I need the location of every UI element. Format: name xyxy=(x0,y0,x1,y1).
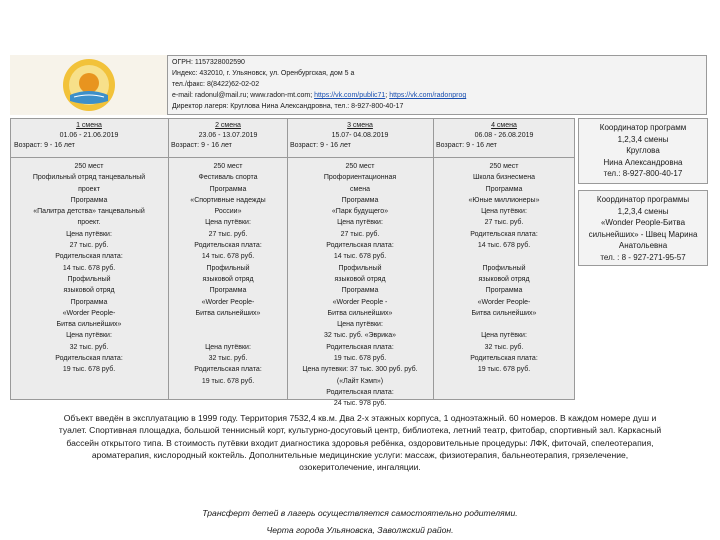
program-line: Родительская плата: xyxy=(194,366,262,374)
coordinator-line: Координатор программ xyxy=(599,123,687,132)
coordinator-line: сильнейших» - Швец Марина xyxy=(588,229,698,239)
program-line: 14 тыс. 678 руб. xyxy=(62,264,116,272)
program-line: 14 тыс. 678 руб. xyxy=(333,253,387,261)
program-line: Битва сильнейших» xyxy=(471,309,537,317)
shift-header-3 xyxy=(290,121,430,151)
description-line: озокеритолечение, ингаляции. xyxy=(299,462,421,473)
program-line: 19 тыс. 678 руб. xyxy=(201,377,255,385)
program-line: 250 мест xyxy=(213,163,243,170)
program-line: 14 тыс. 678 руб. xyxy=(477,242,531,250)
program-line: «Спортивные надежды xyxy=(190,196,266,204)
description-line: ароматерапия, кислородный коктейль. Дополнительные медицинские услуги: массаж, физиотерапия, бальнеотерапия, грязелечение, xyxy=(91,449,629,460)
program-line: Родительская плата: xyxy=(470,355,538,363)
program-line: Программа xyxy=(485,185,523,193)
shift-header-1 xyxy=(14,121,164,151)
program-line: языковой отряд xyxy=(334,275,386,283)
program-line: Битва сильнейших» xyxy=(327,309,393,317)
coordinator-line: Нина Александровна xyxy=(603,157,683,167)
shift-header-4 xyxy=(436,121,572,151)
program-line: «Worder People- xyxy=(201,298,255,306)
camp-logo xyxy=(10,55,168,115)
phone-line: тел./факс: 8(8422)62-02-02 xyxy=(172,81,260,88)
shift-dates: 23.06 - 13.07.2019 xyxy=(198,132,258,139)
program-cell-1 xyxy=(14,161,164,376)
coordinator-line: 1,2,3,4 смены xyxy=(617,206,669,216)
shift-name: 2 смена xyxy=(215,122,241,129)
coordinator-line: Круглова xyxy=(626,146,660,155)
program-line: Профориентационная xyxy=(323,174,397,182)
program-line: Фестиваль спорта xyxy=(198,174,258,182)
program-line: Родительская плата: xyxy=(470,230,538,238)
program-line: Битва сильнейших» xyxy=(56,321,122,329)
program-line: языковой отряд xyxy=(478,275,530,283)
program-line: 27 тыс. руб. xyxy=(484,219,524,227)
description-line: Объект введён в эксплуатацию в 1999 году. Территория 7532,4 кв.м. Два 2-х этажных корпуса, 1 одноэтажный. 60 номеров. В каждом номере душ и xyxy=(63,413,657,423)
program-line: 32 тыс. руб. xyxy=(69,343,109,351)
program-line: «Парк будущего» xyxy=(331,208,389,216)
program-line: Родительская плата: xyxy=(326,343,394,351)
program-line: («Лайт Кэмп») xyxy=(336,377,384,385)
program-line xyxy=(171,319,285,330)
program-line: 19 тыс. 678 руб. xyxy=(477,366,531,374)
shift-age: Возраст: 9 - 16 лет xyxy=(436,142,497,149)
program-line: Цена путёвки: xyxy=(337,321,383,329)
facility-description xyxy=(10,412,710,473)
program-line: Цена путёвки: xyxy=(66,332,112,340)
program-line: Программа xyxy=(70,298,108,306)
description-line: бассейн открытого типа. В стоимость путёвки входит диагностика здоровья ребёнка, оздоровительные процедуры: ЛФК, фиточай, спелеотерапия, xyxy=(66,437,654,448)
program-line: Профильный xyxy=(206,264,250,272)
program-line: смена xyxy=(350,185,370,193)
program-line: Программа xyxy=(209,287,247,295)
sun-logo-icon xyxy=(58,57,120,113)
program-line: Цена путёвки: xyxy=(205,343,251,351)
program-cell-2 xyxy=(171,161,285,387)
program-line: Программа xyxy=(341,196,379,204)
coordinator-line: тел.: 8-927-800-40-17 xyxy=(603,169,683,178)
program-line: «Worder People- xyxy=(62,309,116,317)
program-line: 32 тыс. руб. xyxy=(484,343,524,351)
coordinator-line: 1,2,3,4 смены xyxy=(617,134,669,144)
vk-link-2[interactable]: https://vk.com/radonprog xyxy=(389,92,467,99)
transfer-note: Трансферт детей в лагерь осуществляется самостоятельно родителями. xyxy=(202,508,518,518)
coordinator-box-1 xyxy=(578,118,708,184)
program-line: проект xyxy=(78,185,100,193)
shift-age: Возраст: 9 - 16 лет xyxy=(14,142,75,149)
coordinator-line: тел. : 8 - 927-271-95-57 xyxy=(600,252,686,262)
program-line: Цена путёвки: xyxy=(66,230,112,238)
program-line: Профильный xyxy=(338,264,382,272)
program-line: проект. xyxy=(77,219,101,227)
shift-dates: 15.07- 04.08.2019 xyxy=(331,132,389,139)
program-line: Профильный отряд танцевальный xyxy=(32,174,146,182)
program-line: Цена путёвки: xyxy=(481,208,527,216)
shift-age: Возраст: 9 - 16 лет xyxy=(290,142,351,149)
program-line: Школа бизнесмена xyxy=(472,174,536,182)
program-line: Цена путёвки: xyxy=(337,219,383,227)
program-line: 27 тыс. руб. xyxy=(340,230,380,238)
description-line: туалет. Спортивная площадка, большой теннисный корт, культурно-досуговый центр, библиотека, летний театр, фитобар, спортивный зал. Каркасный xyxy=(58,425,662,436)
program-line: Программа xyxy=(209,185,247,193)
program-cell-4 xyxy=(436,161,572,376)
program-line: 32 тыс. руб. xyxy=(208,355,248,363)
address-line: Индекс: 432010, г. Ульяновск, ул. Оренбургская, дом 5 а xyxy=(172,70,355,77)
program-line: языковой отряд xyxy=(63,287,115,295)
shift-name: 4 смена xyxy=(491,122,517,129)
program-line: Родительская плата: xyxy=(194,242,262,250)
program-cell-3 xyxy=(290,161,430,410)
program-line: Битва сильнейших» xyxy=(195,309,261,317)
email-text: e-mail: radonul@mail.ru; www.radon-mt.com; xyxy=(172,92,315,99)
program-line: Родительская плата: xyxy=(55,355,123,363)
program-line: языковой отряд xyxy=(202,275,254,283)
program-line: 19 тыс. 678 руб. xyxy=(333,355,387,363)
shift-dates: 01.06 - 21.06.2019 xyxy=(59,132,119,139)
shift-dates: 06.08 - 26.08.2019 xyxy=(474,132,534,139)
shift-header-2 xyxy=(171,121,285,151)
vk-link-1[interactable]: https://vk.com/public71 xyxy=(314,92,386,99)
program-line: «Worder People- xyxy=(477,298,531,306)
program-line: Профильный xyxy=(67,275,111,283)
director-line: Директор лагеря: Круглова Нина Александровна, тел.: 8-927-800-40-17 xyxy=(172,103,404,110)
program-line: России» xyxy=(214,208,242,216)
coordinator-line: Анатольевна xyxy=(618,241,668,250)
coordinator-line: «Wonder People-Битва xyxy=(600,218,686,227)
shift-name: 1 смена xyxy=(76,122,102,129)
program-line: «Палитра детства» танцевальный xyxy=(33,208,145,216)
program-line: 19 тыс. 678 руб. xyxy=(62,366,116,374)
column-divider xyxy=(287,118,288,400)
program-line: 24 тыс. 978 руб. xyxy=(333,400,387,408)
program-line xyxy=(436,251,572,262)
shift-age: Возраст: 9 - 16 лет xyxy=(171,142,232,149)
program-line: Программа xyxy=(341,287,379,295)
program-line: Программа xyxy=(485,287,523,295)
program-line: «Worder People - xyxy=(332,298,388,306)
shift-name: 3 смена xyxy=(347,122,373,129)
program-line: Профильный xyxy=(482,264,526,272)
program-line: 250 мест xyxy=(345,163,375,170)
program-line: 32 тыс. руб. «Эврика» xyxy=(323,332,397,340)
program-line: Родительская плата: xyxy=(326,242,394,250)
email-line xyxy=(172,90,466,101)
program-line: Родительская плата: xyxy=(326,388,394,396)
program-line: Цена путёвки: xyxy=(205,219,251,227)
location-note: Черта города Ульяновска, Заволжский район. xyxy=(266,525,454,535)
link-separator: ; xyxy=(385,92,390,99)
coordinator-line: Координатор программы xyxy=(596,195,690,204)
contact-info xyxy=(172,57,466,112)
program-line: Цена путевки: 37 тыс. 300 руб. руб. xyxy=(302,366,418,374)
column-divider xyxy=(168,118,169,400)
program-line: 250 мест xyxy=(489,163,519,170)
program-line: 250 мест xyxy=(74,163,104,170)
program-line: «Юные миллионеры» xyxy=(468,196,540,204)
program-line: Родительская плата: xyxy=(55,253,123,261)
program-line: 27 тыс. руб. xyxy=(208,230,248,238)
column-divider xyxy=(433,118,434,400)
program-line xyxy=(171,330,285,341)
program-line: 27 тыс. руб. xyxy=(69,242,109,250)
ogrn-line: ОГРН: 1157328002590 xyxy=(172,59,245,66)
program-line: Цена путёвки: xyxy=(481,332,527,340)
program-line: Программа xyxy=(70,196,108,204)
coordinator-box-2 xyxy=(578,190,708,266)
program-line: 14 тыс. 678 руб. xyxy=(201,253,255,261)
program-line xyxy=(436,319,572,330)
